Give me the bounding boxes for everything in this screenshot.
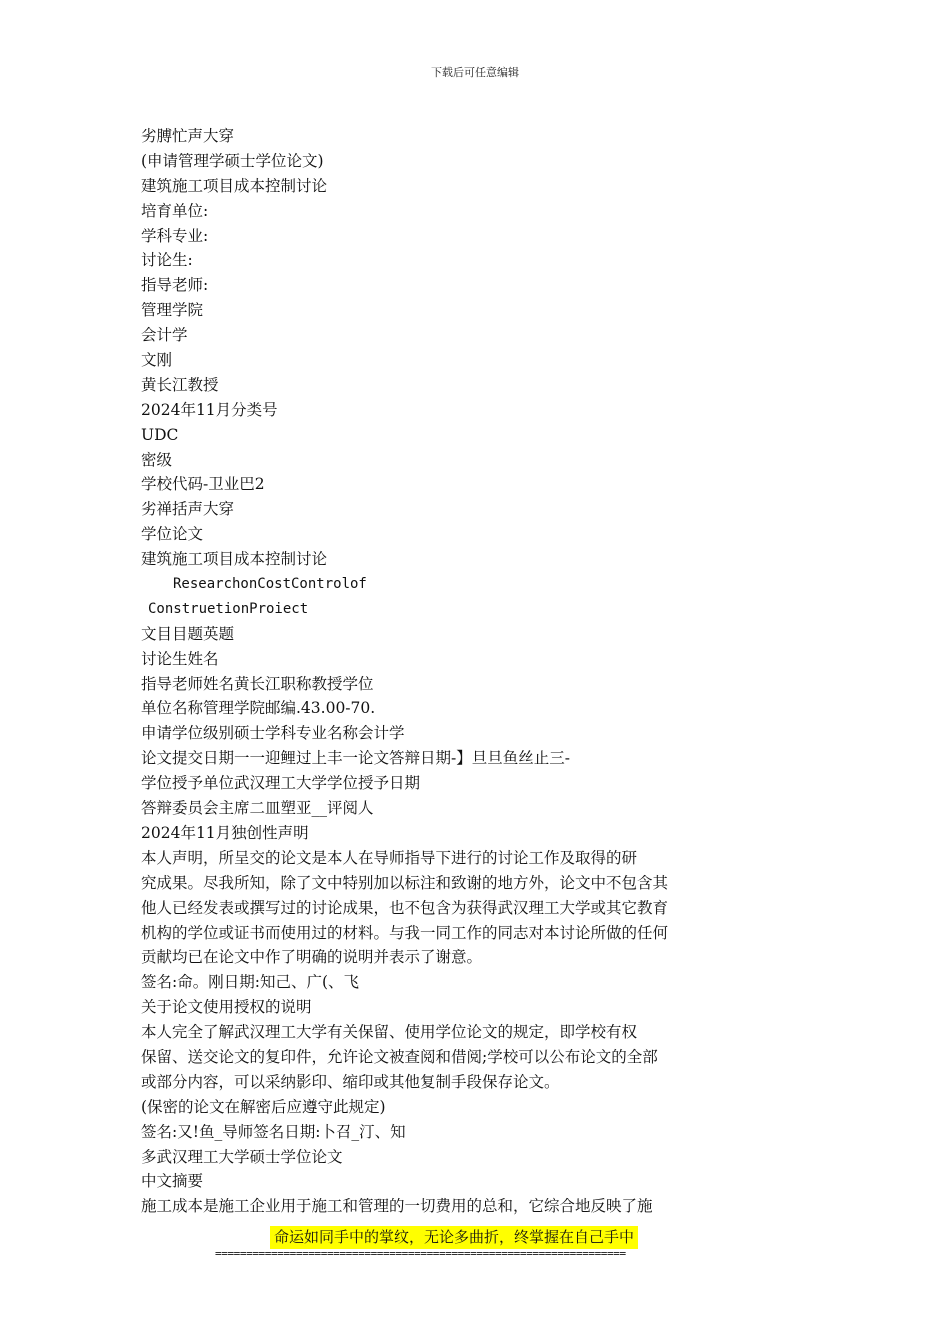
declaration-paragraph-line: 本人声明，所呈交的论文是本人在导师指导下进行的讨论工作及取得的研: [141, 848, 638, 867]
text-line: 劣膊忙声大穿: [141, 127, 235, 145]
thesis-title-repeat: 建筑施工项目成本控制讨论: [141, 550, 328, 569]
text-line: UDC: [141, 425, 179, 444]
text-line: 劣禅括声大穿: [141, 500, 235, 519]
text-line: 会计学: [141, 326, 188, 345]
text-line: 2024年11月独创性声明: [141, 823, 309, 842]
text-line: 2024年11月分类号: [141, 400, 278, 419]
declaration-paragraph-line: 究成果。尽我所知，除了文中特别加以标注和致谢的地方外，论文中不包含其: [141, 873, 669, 892]
text-line: 管理学院: [141, 301, 204, 320]
english-title-line: ConstruetionProiect: [148, 600, 309, 617]
text-line: (申请管理学硕士学位论文): [141, 151, 324, 170]
text-line: 申请学位级别硕士学科专业名称会计学: [141, 724, 405, 743]
authorization-paragraph-line: 保留、送交论文的复印件，允许论文被查阅和借阅;学校可以公布论文的全部: [141, 1047, 658, 1066]
section-heading: 关于论文使用授权的说明: [141, 998, 312, 1017]
text-line: (保密的论文在解密后应遵守此规定): [141, 1097, 386, 1116]
text-line: 答辩委员会主席二皿塑亚__评阅人: [141, 799, 374, 818]
text-line: 学校代码-卫业巴2: [141, 475, 265, 494]
text-line: 多武汉理工大学硕士学位论文: [141, 1147, 343, 1166]
thesis-title: 建筑施工项目成本控制讨论: [141, 176, 328, 195]
highlighted-motto: 命运如同手中的掌纹，无论多曲折，终掌握在自己手中: [270, 1226, 638, 1249]
declaration-paragraph-line: 他人已经发表或撰写过的讨论成果，也不包含为获得武汉理工大学或其它教育: [141, 898, 669, 917]
text-line: 文目目题英题: [141, 624, 235, 643]
text-line: 文刚: [141, 351, 173, 370]
text-line: 学位论文: [141, 525, 204, 544]
text-line: 培育单位:: [141, 201, 209, 220]
text-line: 论文提交日期一一迎鲤过上丰一论文答辩日期-】旦旦鱼丝止三-: [141, 749, 570, 768]
signature-line: 签名:又!鱼_导师签名日期:卜召_汀、知: [141, 1122, 406, 1141]
authorization-paragraph-line: 本人完全了解武汉理工大学有关保留、使用学位论文的规定，即学校有权: [141, 1023, 638, 1042]
text-line: 黄长江教授: [141, 375, 219, 394]
text-line: 单位名称管理学院邮编.43.00-70.: [141, 699, 376, 718]
signature-line: 签名:命。刚日期:知己、广(、飞: [141, 973, 359, 992]
page-header-note: 下载后可任意编辑: [431, 66, 519, 79]
text-line: 指导老师姓名黄长江职称教授学位: [141, 674, 374, 693]
declaration-paragraph-line: 贡献均已在论文中作了明确的说明并表示了谢意。: [141, 948, 483, 967]
footer-separator: ==================================================================: [215, 1247, 626, 1260]
authorization-paragraph-line: 或部分内容，可以采纳影印、缩印或其他复制手段保存论文。: [141, 1072, 560, 1091]
text-line: 讨论生:: [141, 251, 193, 270]
text-line: 学科专业:: [141, 226, 209, 245]
text-line: 学位授予单位武汉理工大学学位授予日期: [141, 774, 421, 793]
text-line: 讨论生姓名: [141, 649, 219, 668]
abstract-paragraph-line: 施工成本是施工企业用于施工和管理的一切费用的总和，它综合地反映了施: [141, 1197, 653, 1216]
document-body: [141, 124, 781, 1219]
declaration-paragraph-line: 机构的学位或证书而使用过的材料。与我一同工作的同志对本讨论所做的任何: [141, 923, 669, 942]
text-line: 密级: [141, 450, 173, 469]
section-heading: 中文摘要: [141, 1172, 204, 1191]
english-title-line: ResearchonCostControlof: [173, 576, 367, 593]
text-line: 指导老师:: [141, 276, 209, 295]
